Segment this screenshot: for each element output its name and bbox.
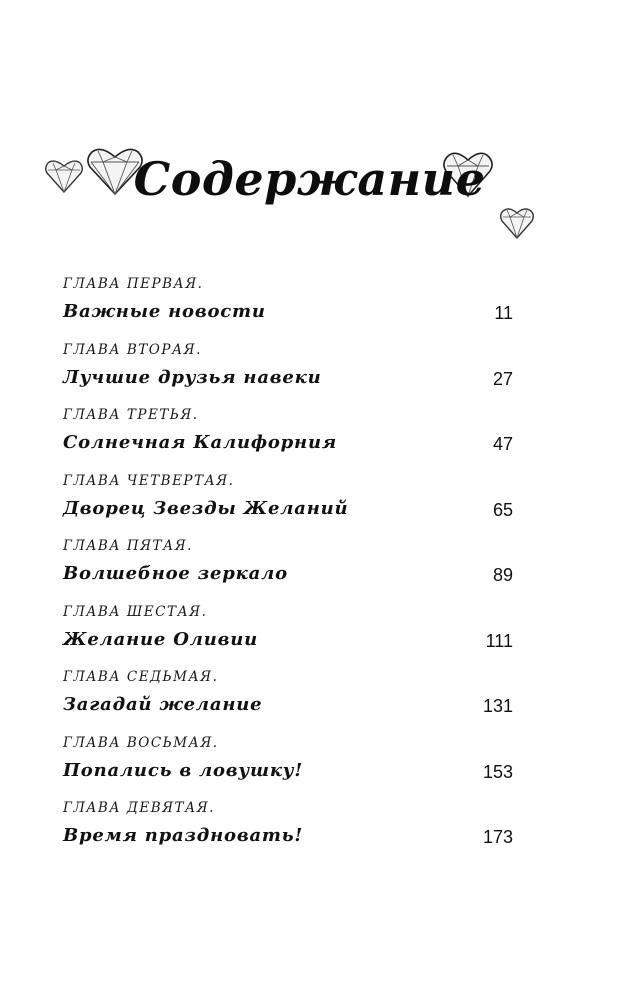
chapter-title: Дворец Звезды Желаний: [63, 497, 349, 519]
page-number: 27: [492, 368, 513, 389]
chapter-label: ГЛАВА ВОСЬМАЯ.: [63, 734, 219, 751]
page-number: 173: [482, 827, 513, 847]
page-number: 11: [494, 303, 513, 323]
toc-entry[interactable]: [63, 407, 513, 473]
chapter-label: ГЛАВА ТРЕТЬЯ.: [63, 407, 199, 423]
chapter-title: Важные новости: [63, 301, 266, 322]
toc-entry[interactable]: [63, 538, 513, 604]
page-number: 89: [492, 565, 513, 585]
chapter-title: Желание Оливии: [63, 628, 258, 650]
chapter-label: ГЛАВА ДЕВЯТАЯ.: [63, 800, 215, 816]
page-title: Содержание: [133, 152, 486, 206]
chapter-title: Загадай желание: [63, 694, 263, 715]
chapter-label: ГЛАВА ПЕРВАЯ.: [63, 276, 204, 292]
table-of-contents: [63, 276, 513, 866]
chapter-title: Солнечная Калифорния: [63, 432, 337, 453]
toc-entry[interactable]: [63, 473, 513, 539]
page-number: 47: [492, 434, 513, 454]
chapter-label: ГЛАВА ШЕСТАЯ.: [63, 603, 208, 620]
diamond-heart-icon: [499, 206, 535, 240]
page-number: 111: [485, 630, 513, 651]
toc-entry[interactable]: [63, 735, 513, 801]
toc-entry[interactable]: [63, 342, 513, 408]
chapter-label: ГЛАВА СЕДЬМАЯ.: [63, 669, 219, 685]
chapter-label: ГЛАВА ПЯТАЯ.: [63, 538, 193, 554]
chapter-label: ГЛАВА ЧЕТВЕРТАЯ.: [63, 472, 235, 489]
page-number: 131: [482, 696, 513, 716]
toc-entry[interactable]: [63, 669, 513, 735]
chapter-title: Лучшие друзья навеки: [63, 366, 322, 388]
page-number: 65: [492, 499, 513, 520]
chapter-label: ГЛАВА ВТОРАЯ.: [63, 341, 202, 358]
page-number: 153: [482, 761, 513, 782]
toc-entry[interactable]: [63, 604, 513, 670]
chapter-title: Попались в ловушку!: [63, 759, 304, 781]
toc-entry[interactable]: [63, 276, 513, 342]
toc-entry[interactable]: [63, 800, 513, 866]
chapter-title: Волшебное зеркало: [63, 563, 288, 584]
chapter-title: Время праздновать!: [63, 825, 304, 846]
